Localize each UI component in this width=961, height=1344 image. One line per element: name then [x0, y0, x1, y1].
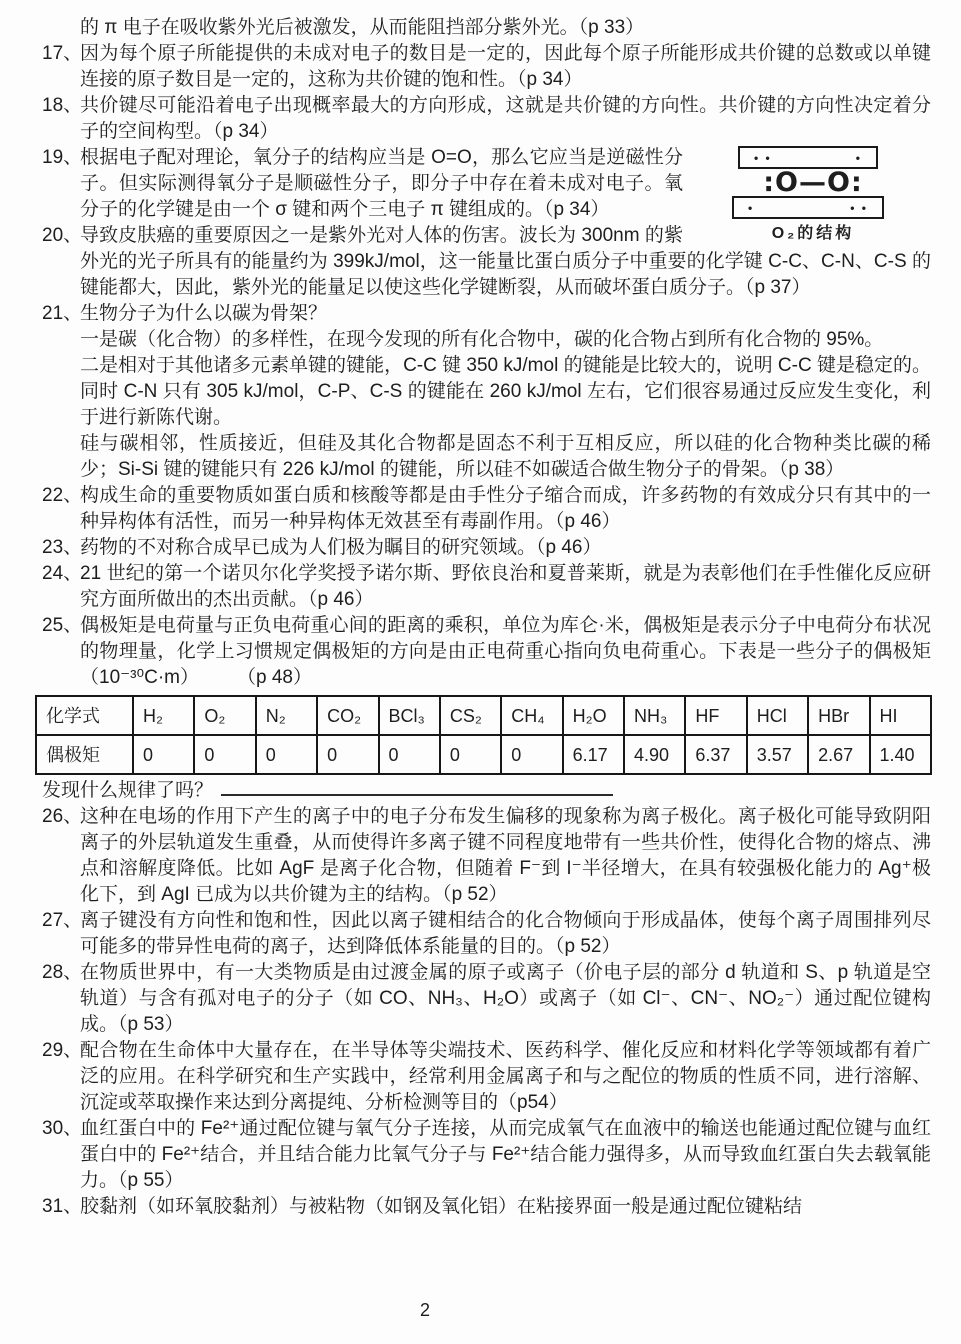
- item-24-text: 21 世纪的第一个诺贝尔化学奖授予诺尔斯、野依良治和夏普莱斯，就是为表彰他们在手性催化反应研究方面所做出的杰出贡献。（p 46）: [80, 563, 931, 610]
- table-cell: 6.37: [685, 735, 746, 774]
- table-cell: 0: [194, 735, 255, 774]
- item-20-text: 导致皮肤癌的重要原因之一是紫外光对人体的伤害。波长为 300nm 的紫外光的光子所具有的能量约为 399kJ/mol，这一能量比蛋白质分子中重要的化学键 C-C、C-N、C-S 的键能都大，因此，紫外光的能量足以使这些化学键断裂，从而破坏蛋白质分子。（p 37）: [80, 225, 931, 298]
- table-header-cell: H₂O: [563, 696, 624, 735]
- table-header-cell: NH₃: [624, 696, 685, 735]
- list-item-30: [42, 1116, 931, 1194]
- item-22-number: 22、: [42, 485, 83, 506]
- o2-bottom-lone-pair-box: [732, 196, 884, 219]
- question-text: 发现什么规律了吗？: [42, 780, 214, 801]
- page-number: 2: [419, 1300, 430, 1320]
- item-19-number: 19、: [42, 147, 83, 168]
- item-22-text: 构成生命的重要物质如蛋白质和核酸等都是由手性分子缩合而成，许多药物的有效成分只有其中的一种异构体有活性，而另一种异构体无效甚至有毒副作用。（p 46）: [80, 485, 931, 532]
- table-cell: 0: [440, 735, 501, 774]
- list-item-26: [42, 804, 931, 908]
- o2-bottom-right-dots: • •: [850, 200, 868, 215]
- table-header-cell: HCl: [747, 696, 808, 735]
- list-item-27: [42, 908, 931, 960]
- list-item-24: [42, 561, 931, 613]
- item-26-number: 26、: [42, 806, 83, 827]
- item-18-number: 18、: [42, 95, 83, 116]
- list-item-20: [42, 223, 931, 301]
- item-19-text: 根据电子配对理论，氧分子的结构应当是 O=O，那么它应当是逆磁性分子。但实际测得氧分子是顺磁性分子，即分子中存在着未成对电子。氧分子的化学键是由一个 σ 键和两个三电子 π 键组成的。（p 34）: [80, 147, 683, 220]
- list-item-16-tail: [42, 15, 931, 41]
- table-header-cell: HI: [870, 696, 932, 735]
- table-header-cell: H₂: [133, 696, 194, 735]
- item-30-number: 30、: [42, 1118, 83, 1139]
- item-21-question: 生物分子为什么以碳为骨架？: [80, 303, 328, 324]
- table-header-cell: HBr: [808, 696, 869, 735]
- item-23-number: 23、: [42, 537, 83, 558]
- table-header-cell: O₂: [194, 696, 255, 735]
- list-item-28: [42, 960, 931, 1038]
- o2-figure-caption: O₂的结构: [771, 225, 855, 242]
- table-header-cell: N₂: [256, 696, 317, 735]
- table-cell: 偶极矩: [36, 735, 133, 774]
- table-header-cell: BCl₃: [379, 696, 440, 735]
- list-item-25: [42, 613, 931, 691]
- item-21-point-3: 硅与碳相邻，性质接近，但硅及其化合物都是固态不利于互相反应，所以硅的化合物种类比碳的稀少；Si-Si 键的键能只有 226 kJ/mol 的键能，所以硅不如碳适合做生物分子的骨架。（p 38）: [80, 433, 931, 480]
- table-cell: 2.67: [808, 735, 869, 774]
- table-cell: 4.90: [624, 735, 685, 774]
- table-header-cell: CH₄: [501, 696, 562, 735]
- table-cell: 3.57: [747, 735, 808, 774]
- list-item-17: [42, 41, 931, 93]
- table-header-row: [36, 696, 931, 735]
- table-cell: 0: [133, 735, 194, 774]
- item-27-number: 27、: [42, 910, 83, 931]
- item-24-number: 24、: [42, 563, 83, 584]
- item-31-text: 胶黏剂（如环氧胶黏剂）与被粘物（如钢及氧化铝）在粘接界面一般是通过配位键粘结: [80, 1196, 803, 1217]
- dipole-moment-table: [35, 695, 932, 775]
- item-29-number: 29、: [42, 1040, 83, 1061]
- item-17-text: 因为每个原子所能提供的未成对电子的数目是一定的，因此每个原子所能形成共价键的总数或以单键连接的原子数目是一定的，这称为共价键的饱和性。（p 34）: [80, 43, 931, 90]
- table-cell: 0: [379, 735, 440, 774]
- table-cell: 0: [501, 735, 562, 774]
- table-header-cell: CS₂: [440, 696, 501, 735]
- item-29-text: 配合物在生命体中大量存在，在半导体等尖端技术、医药科学、催化反应和材料化学等领域都有着广泛的应用。在科学研究和生产实践中，经常利用金属离子和与之配位的物质的性质不同，进行溶解、沉淀或萃取操作来达到分离提纯、分析检测等目的（p54）: [80, 1040, 931, 1113]
- list-item-22: [42, 483, 931, 535]
- answer-blank-line: [221, 779, 613, 796]
- item-30-text: 血红蛋白中的 Fe²⁺通过配位键与氧气分子连接，从而完成氧气在血液中的输送也能通过配位键与血红蛋白中的 Fe²⁺结合，并且结合能力比氧气分子与 Fe²⁺结合能力强得多，从而导致血红蛋白失去载氧能力。（p 55）: [80, 1118, 931, 1191]
- table-value-row: [36, 735, 931, 774]
- question-line: [42, 778, 931, 804]
- item-27-text: 离子键没有方向性和饱和性，因此以离子键相结合的化合物倾向于形成晶体，使每个离子周围排列尽可能多的带异性电荷的离子，达到降低体系能量的目的。（p 52）: [80, 910, 931, 957]
- item-25-text: 偶极矩是电荷量与正负电荷重心间的距离的乘积，单位为库仑·米，偶极矩是表示分子中电荷分布状况的物理量，化学上习惯规定偶极矩的方向是由正电荷重心指向负电荷重心。下表是一些分子的偶极矩（10⁻³⁰C·m） （p 48）: [80, 615, 931, 688]
- o2-top-left-dots: • •: [754, 150, 772, 165]
- table-cell: 0: [256, 735, 317, 774]
- item-18-text: 共价键尽可能沿着电子出现概率最大的方向形成，这就是共价键的方向性。共价键的方向性决定着分子的空间构型。（p 34）: [80, 95, 931, 142]
- item-17-number: 17、: [42, 43, 83, 64]
- table-cell: 0: [317, 735, 378, 774]
- table-header-cell: 化学式: [36, 696, 133, 735]
- list-item-21: [42, 301, 931, 483]
- item-16-tail-text: 的 π 电子在吸收紫外光后被激发，从而能阻挡部分紫外光。（p 33）: [80, 17, 645, 38]
- o2-lewis-structure: :O—O:: [763, 167, 863, 198]
- o2-top-lone-pair-box: [738, 146, 878, 169]
- table-header-cell: CO₂: [317, 696, 378, 735]
- item-21-point-1: 一是碳（化合物）的多样性，在现今发现的所有化合物中，碳的化合物占到所有化合物的 95%。: [80, 329, 884, 350]
- o2-top-right-dots: •: [855, 150, 862, 165]
- list-item-23: [42, 535, 931, 561]
- item-23-text: 药物的不对称合成早已成为人们极为瞩目的研究领域。（p 46）: [80, 537, 602, 558]
- item-26-text: 这种在电场的作用下产生的离子中的电子分布发生偏移的现象称为离子极化。离子极化可能导致阴阳离子的外层轨道发生重叠，从而使得许多离子键不同程度地带有一些共价性，使得化合物的熔点、沸点和溶解度降低。比如 AgF 是离子化合物，但随着 F⁻到 I⁻半径增大，在具有较强极化能力的 Ag⁺极化下，到 AgI 已成为以共价键为主的结构。（p 52）: [80, 806, 931, 905]
- list-item-31: [42, 1194, 931, 1220]
- table-cell: 6.17: [563, 735, 624, 774]
- table-cell: 1.40: [870, 735, 932, 774]
- item-20-number: 20、: [42, 225, 83, 246]
- item-28-number: 28、: [42, 962, 83, 983]
- list-item-18: [42, 93, 931, 145]
- o2-bottom-left-dots: •: [748, 200, 755, 215]
- item-31-number: 31、: [42, 1196, 83, 1217]
- item-28-text: 在物质世界中，有一大类物质是由过渡金属的原子或离子（价电子层的部分 d 轨道和 S、p 轨道是空轨道）与含有孤对电子的分子（如 CO、NH₃、H₂O）或离子（如 Cl⁻、CN⁻、NO₂⁻）通过配位键构成。（p 53）: [80, 962, 931, 1035]
- table-header-cell: HF: [685, 696, 746, 735]
- item-25-number: 25、: [42, 615, 83, 636]
- list-item-29: [42, 1038, 931, 1116]
- item-21-point-2: 二是相对于其他诸多元素单键的键能，C-C 键 350 kJ/mol 的键能是比较大的，说明 C-C 键是稳定的。同时 C-N 只有 305 kJ/mol，C-P、C-S 的键能在 260 kJ/mol 左右，它们很容易通过反应发生变化，利于进行新陈代谢。: [80, 355, 931, 428]
- item-21-number: 21、: [42, 303, 83, 324]
